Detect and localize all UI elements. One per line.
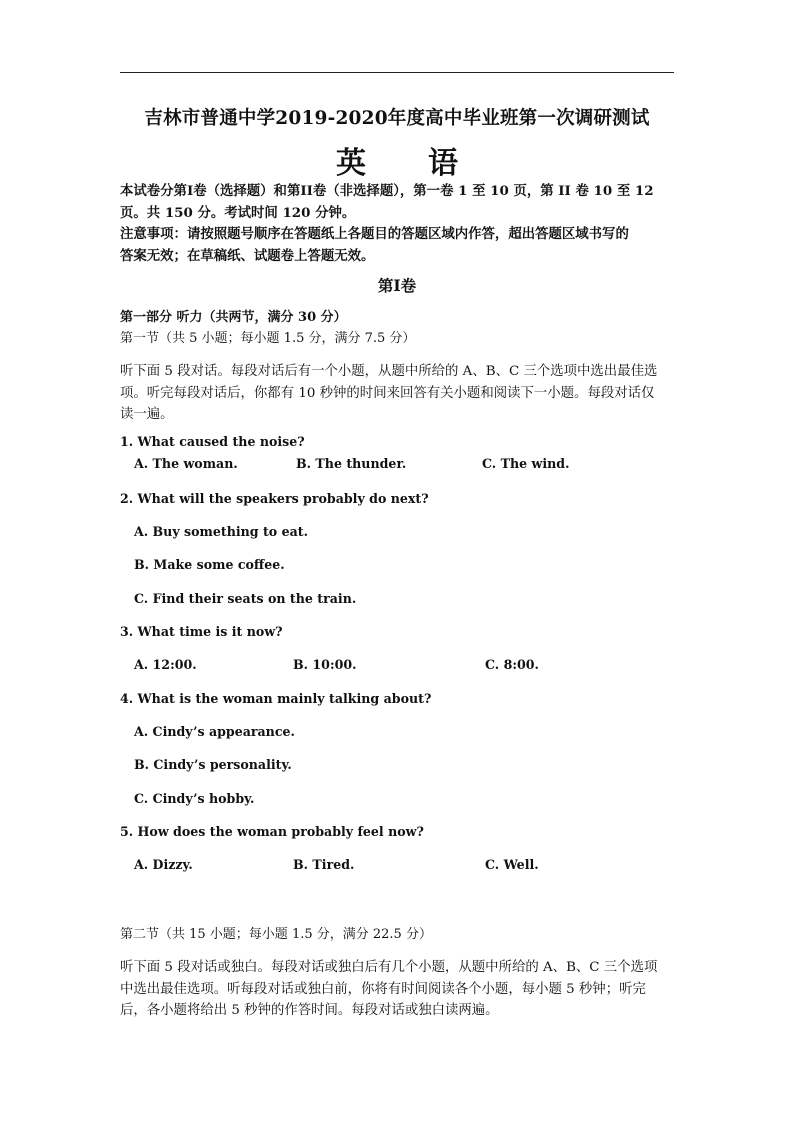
q4-option-c: C. Cindy’s hobby.: [134, 791, 255, 806]
subject-char-1: 英: [336, 146, 366, 181]
header-rule: [120, 72, 674, 73]
q4-option-b: B. Cindy’s personality.: [134, 757, 292, 772]
q5-option-b: B. Tired.: [293, 857, 355, 872]
question-2: 2. What will the speakers probably do next?: [120, 491, 429, 506]
section2-instr-line-2: 中选出最佳选项。听每段对话或独白前，你将有时间阅读各个小题，每小题 5 秒钟；听完: [120, 982, 646, 997]
volume-title: 第I卷: [377, 276, 417, 295]
question-1: 1. What caused the noise?: [120, 434, 305, 449]
q5-option-c: C. Well.: [485, 857, 539, 872]
subject-char-2: 语: [428, 146, 458, 181]
subject-title: [120, 138, 674, 182]
q1-option-b: B. The thunder.: [296, 456, 407, 471]
q3-option-c: C. 8:00.: [485, 657, 539, 672]
section1-instr-line-3: 读一遍。: [120, 407, 174, 422]
exam-title: 吉林市普通中学2019-2020年度高中毕业班第一次调研测试: [144, 108, 650, 129]
question-4: 4. What is the woman mainly talking about?: [120, 691, 432, 706]
q2-option-a: A. Buy something to eat.: [134, 524, 308, 539]
section2-title: 第二节（共 15 小题；每小题 1.5 分，满分 22.5 分）: [120, 927, 432, 942]
section2-instr-line-3: 后，各小题将给出 5 秒钟的作答时间。每段对话或独白读两遍。: [120, 1003, 499, 1018]
part1-title: 第一部分 听力（共两节，满分 30 分）: [120, 310, 347, 325]
intro-line-1: 本试卷分第I卷（选择题）和第II卷（非选择题），第一卷 1 至 10 页，第 II 卷 10 至 12: [120, 183, 654, 199]
intro-line-3: 注意事项：请按照题号顺序在答题纸上各题目的答题区域内作答，超出答题区域书写的: [120, 226, 629, 242]
q2-option-c: C. Find their seats on the train.: [134, 591, 357, 606]
q3-option-a: A. 12:00.: [134, 657, 197, 672]
q3-option-b: B. 10:00.: [293, 657, 357, 672]
q1-option-a: A. The woman.: [134, 456, 238, 471]
intro-line-2: 页。共 150 分。考试时间 120 分钟。: [120, 205, 356, 221]
section1-instr-line-2: 项。听完每段对话后，你都有 10 秒钟的时间来回答有关小题和阅读下一小题。每段对话仅: [120, 386, 655, 401]
intro-line-4: 答案无效；在草稿纸、试题卷上答题无效。: [120, 248, 375, 264]
section1-instr-line-1: 听下面 5 段对话。每段对话后有一个小题，从题中所给的 A、B、C 三个选项中选出最佳选: [120, 364, 658, 379]
question-5: 5. How does the woman probably feel now?: [120, 824, 424, 839]
q4-option-a: A. Cindy’s appearance.: [134, 724, 295, 739]
section1-title: 第一节（共 5 小题；每小题 1.5 分，满分 7.5 分）: [120, 331, 416, 346]
question-3: 3. What time is it now?: [120, 624, 283, 639]
q1-option-c: C. The wind.: [482, 456, 570, 471]
q2-option-b: B. Make some coffee.: [134, 557, 285, 572]
section2-instr-line-1: 听下面 5 段对话或独白。每段对话或独白后有几个小题，从题中所给的 A、B、C 三个选项: [120, 960, 658, 975]
q5-option-a: A. Dizzy.: [134, 857, 193, 872]
